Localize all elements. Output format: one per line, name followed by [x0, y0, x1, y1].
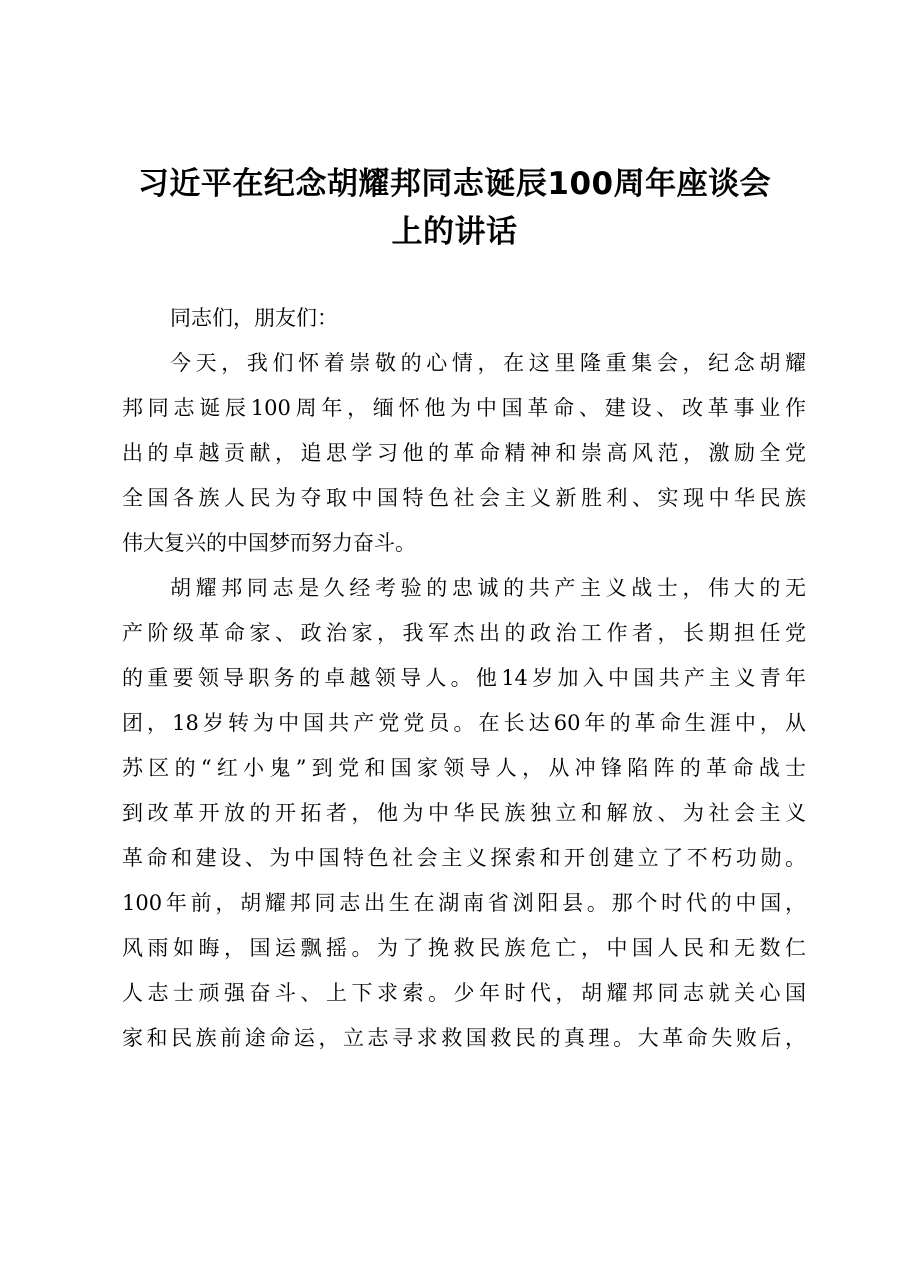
paragraph-line: 风雨如晦，国运飘摇。为了挽救民族危亡，中国人民和无数仁: [122, 936, 806, 960]
paragraph-line: 苏区的“红小鬼”到党和国家领导人，从冲锋陷阵的革命战士: [122, 756, 806, 780]
paragraph-line: 人志士顽强奋斗、上下求索。少年时代，胡耀邦同志就关心国: [122, 981, 806, 1005]
paragraph-line: 全国各族人民为夺取中国特色社会主义新胜利、实现中华民族: [122, 486, 806, 510]
paragraph-line: 100年前，胡耀邦同志出生在湖南省浏阳县。那个时代的中国，: [122, 891, 806, 915]
paragraph-line: 的重要领导职务的卓越领导人。他14岁加入中国共产主义青年: [122, 666, 806, 690]
paragraph-line: 家和民族前途命运，立志寻求救国救民的真理。大革命失败后，: [122, 1026, 806, 1050]
paragraph-line: 到改革开放的开拓者，他为中华民族独立和解放、为社会主义: [122, 801, 806, 825]
paragraph-line: 今天，我们怀着崇敬的心情，在这里隆重集会，纪念胡耀: [170, 351, 806, 375]
paragraph-line: 团，18岁转为中国共产党党员。在长达60年的革命生涯中，从: [122, 711, 806, 735]
document-body: [122, 296, 806, 1061]
paragraph-line: 产阶级革命家、政治家，我军杰出的政治工作者，长期担任党: [122, 621, 806, 645]
paragraph-line: 邦同志诞辰100周年，缅怀他为中国革命、建设、改革事业作: [122, 396, 806, 420]
paragraph-line: 出的卓越贡献，追思学习他的革命精神和崇高风范，激励全党: [122, 441, 806, 465]
title-line: 习近平在纪念胡耀邦同志诞辰100周年座谈会: [137, 166, 772, 202]
page-title: [115, 160, 794, 256]
paragraph-line: 胡耀邦同志是久经考验的忠诚的共产主义战士，伟大的无: [170, 576, 806, 600]
title-line: 上的讲话: [391, 214, 518, 250]
salutation: 同志们，朋友们：: [170, 306, 338, 330]
paragraph-line: 革命和建设、为中国特色社会主义探索和开创建立了不朽功勋。: [122, 846, 806, 870]
paragraph-line: 伟大复兴的中国梦而努力奋斗。: [122, 531, 416, 555]
